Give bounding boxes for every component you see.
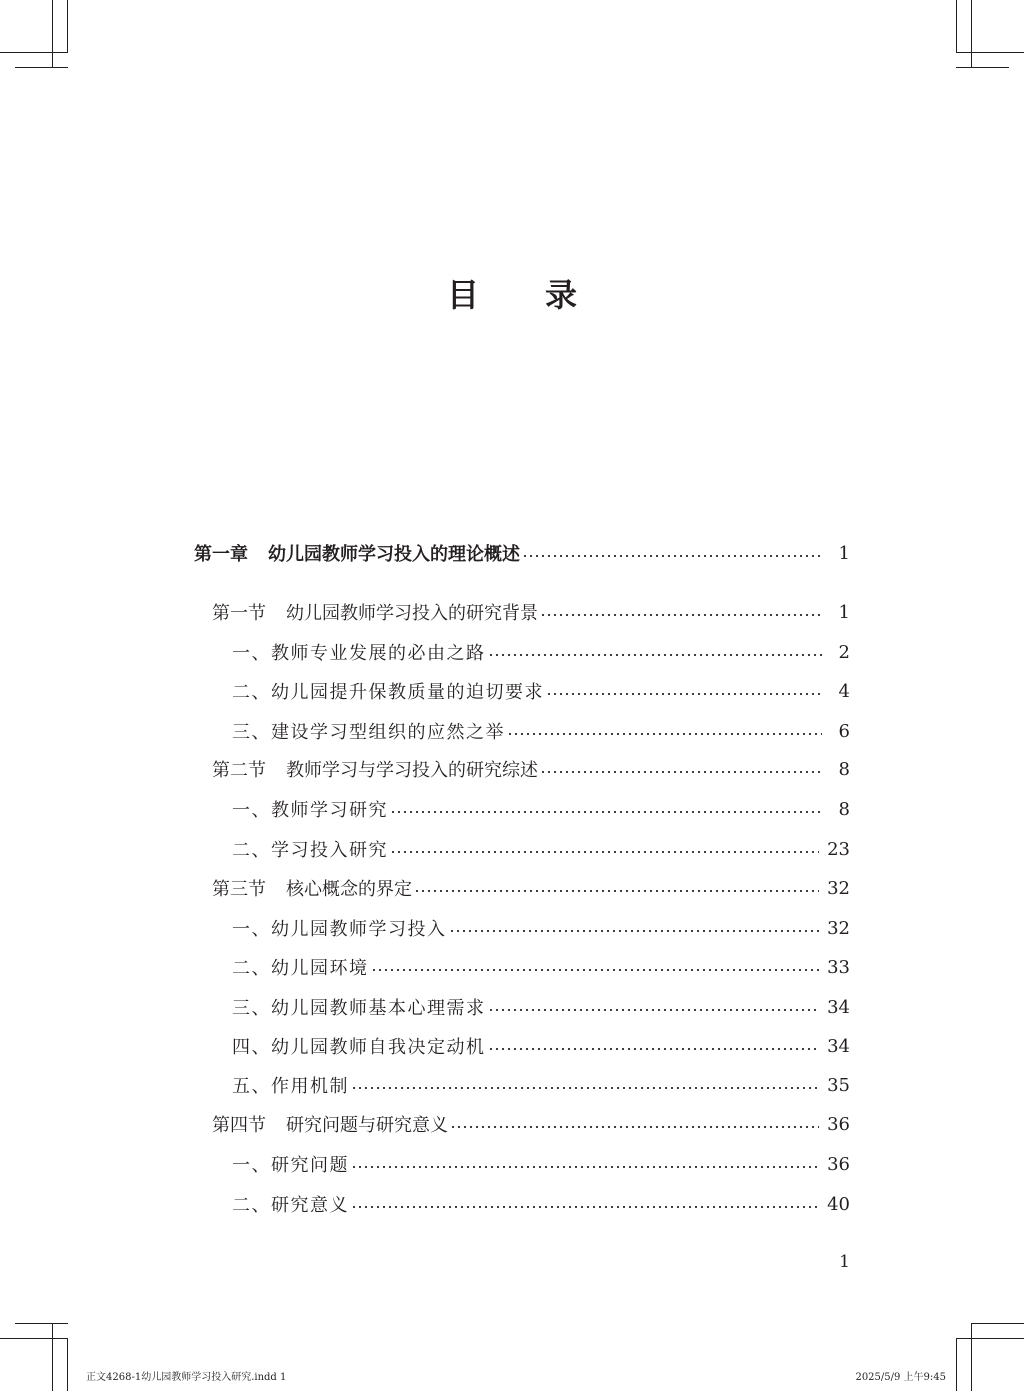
toc-entry-label (232, 836, 388, 862)
toc-entry[interactable] (212, 597, 850, 627)
dot-leader (488, 654, 823, 656)
slug-filename: 正文4268-1幼儿园教师学习投入研究.indd 1 (86, 1372, 287, 1383)
toc-entry-page: 1 (838, 542, 850, 564)
toc-entry[interactable] (232, 1189, 850, 1219)
toc-entry[interactable] (232, 952, 850, 982)
toc-entry[interactable] (212, 873, 850, 903)
toc-entry-page: 23 (827, 838, 850, 860)
dot-leader (540, 771, 822, 773)
toc-entry[interactable] (232, 1031, 850, 1061)
toc-entry-label (212, 875, 412, 901)
toc-entry-text: 三、幼儿园教师基本心理需求 (232, 998, 486, 1019)
toc-entry[interactable] (232, 1149, 850, 1179)
dot-leader (449, 930, 820, 932)
toc-entry-label (232, 718, 505, 744)
toc-entry-page: 1 (838, 601, 850, 623)
toc-entry-label (232, 954, 369, 980)
toc-entry-label (232, 1072, 349, 1098)
toc-entry-text: 三、建设学习型组织的应然之举 (232, 722, 505, 743)
toc-entry-label (194, 540, 520, 566)
toc-entry-page: 8 (838, 758, 850, 780)
dot-leader (522, 555, 822, 557)
dot-leader (351, 1087, 819, 1089)
dot-leader (488, 1009, 820, 1011)
toc-entry-text: 四、幼儿园教师自我决定动机 (232, 1037, 486, 1058)
toc-entry-label (232, 1033, 486, 1059)
toc-entry-number: 第二节 (212, 760, 266, 781)
dot-leader (450, 1126, 819, 1128)
toc-entry-label (232, 1191, 349, 1217)
toc-entry-text: 核心概念的界定 (286, 879, 412, 900)
dot-leader (507, 733, 822, 735)
toc-entry[interactable] (232, 716, 850, 746)
toc-entry-page: 35 (827, 1074, 850, 1096)
toc-entry-label (212, 756, 538, 782)
toc-entry-text: 一、研究问题 (232, 1155, 349, 1176)
toc-entry-text: 五、作用机制 (232, 1076, 349, 1097)
toc-entry-page: 40 (827, 1193, 850, 1215)
toc-entry-text: 一、教师学习研究 (232, 800, 388, 821)
toc-entry-page: 32 (827, 877, 850, 899)
toc-entry-text: 幼儿园教师学习投入的理论概述 (268, 544, 520, 565)
dot-leader (390, 811, 822, 813)
toc-entry-label (232, 1151, 349, 1177)
toc-entry-text: 二、幼儿园提升保教质量的迫切要求 (232, 682, 544, 703)
toc-entry-number: 第四节 (212, 1115, 266, 1136)
toc-entry[interactable] (232, 1070, 850, 1100)
toc-entry-label (212, 1111, 448, 1137)
toc-entry-page: 2 (838, 641, 850, 663)
toc-entry[interactable] (232, 913, 850, 943)
toc-entry-text: 研究问题与研究意义 (286, 1115, 448, 1136)
toc-entry-page: 33 (827, 956, 850, 978)
toc-entry-label (232, 678, 544, 704)
toc-entry-text: 二、幼儿园环境 (232, 958, 369, 979)
toc-entry-page: 34 (827, 996, 850, 1018)
dot-leader (540, 614, 822, 616)
dot-leader (546, 693, 822, 695)
toc-entry-label (232, 796, 388, 822)
toc-entry-page: 34 (827, 1035, 850, 1057)
toc-entry-text: 幼儿园教师学习投入的研究背景 (286, 603, 538, 624)
toc-entry-page: 8 (838, 798, 850, 820)
toc-entry-text: 教师学习与学习投入的研究综述 (286, 760, 538, 781)
toc-entry-label (232, 915, 447, 941)
dot-leader (390, 851, 819, 853)
dot-leader (351, 1206, 819, 1208)
toc-entry-page: 6 (838, 720, 850, 742)
page-number: 1 (839, 1252, 850, 1272)
toc-entry-page: 32 (827, 917, 850, 939)
toc-entry[interactable] (194, 538, 850, 568)
toc-entry-page: 36 (827, 1153, 850, 1175)
page-title-char-1: 目 (446, 276, 479, 314)
toc-entry[interactable] (212, 1109, 850, 1139)
toc-entry-page: 36 (827, 1113, 850, 1135)
slug-timestamp: 2025/5/9 上午9:45 (855, 1372, 946, 1383)
toc-entry[interactable] (232, 794, 850, 824)
toc-entry[interactable] (232, 834, 850, 864)
dot-leader (351, 1166, 819, 1168)
toc-entry[interactable] (232, 637, 850, 667)
toc-entry-text: 一、教师专业发展的必由之路 (232, 643, 486, 664)
toc-entry[interactable] (212, 754, 850, 784)
dot-leader (371, 969, 820, 971)
toc-entry-number: 第一章 (194, 544, 248, 565)
toc-entry-page: 4 (838, 680, 850, 702)
toc-entry[interactable] (232, 676, 850, 706)
toc-entry-number: 第一节 (212, 603, 266, 624)
toc-entry-text: 二、研究意义 (232, 1195, 349, 1216)
toc-entry[interactable] (232, 992, 850, 1022)
dot-leader (414, 890, 819, 892)
toc-entry-text: 一、幼儿园教师学习投入 (232, 919, 447, 940)
toc-entry-label (232, 639, 486, 665)
page-title-char-2: 录 (545, 276, 578, 314)
toc-entry-label (232, 994, 486, 1020)
dot-leader (488, 1048, 820, 1050)
toc-entry-number: 第三节 (212, 879, 266, 900)
toc-entry-label (212, 599, 538, 625)
toc-entry-text: 二、学习投入研究 (232, 840, 388, 861)
